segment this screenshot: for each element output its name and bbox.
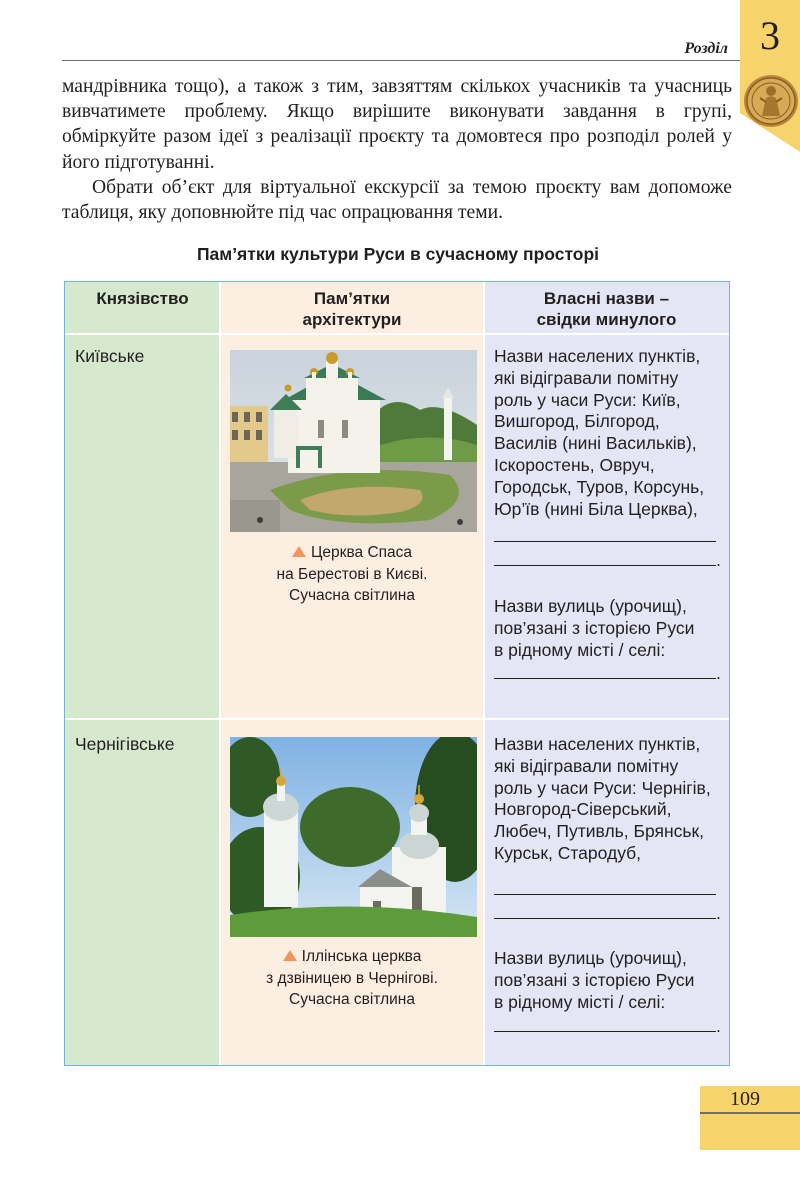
header-architecture-line2: архітектури xyxy=(302,310,402,329)
header-architecture xyxy=(220,288,484,330)
header-names-line1: Власні назви – xyxy=(543,289,670,308)
caption-kyiv xyxy=(220,542,484,607)
page-number: 109 xyxy=(730,1088,760,1110)
row-divider xyxy=(65,718,729,720)
triangle-marker-icon xyxy=(283,950,297,961)
settlements-line: Городськ, Туров, Корсунь, xyxy=(494,476,705,497)
header-names xyxy=(484,288,729,330)
settlements-line: які відігравали помітну xyxy=(494,367,679,388)
settlements-line: роль у часи Руси: Чернігів, xyxy=(494,777,711,798)
photo-illinska-church xyxy=(230,737,477,937)
column-principality xyxy=(65,282,220,1065)
streets-line: Назви вулиць (урочищ), xyxy=(494,595,687,616)
settlements-line: роль у часи Руси: Київ, xyxy=(494,389,681,410)
fill-in-blank[interactable]: . xyxy=(494,550,730,572)
photo-church-of-saviour xyxy=(230,350,477,532)
names-kyiv xyxy=(494,346,730,685)
fill-in-blank[interactable]: . xyxy=(494,903,730,925)
principality-kyiv: Київське xyxy=(75,346,145,366)
fill-in-blank[interactable]: . xyxy=(494,663,730,685)
chapter-number: 3 xyxy=(760,13,780,58)
header-rule xyxy=(62,60,740,61)
caption-chernihiv xyxy=(220,946,484,1011)
principality-chernihiv: Чернігівське xyxy=(75,734,175,754)
paragraph-1: мандрівника тощо), а також з тим, завзяттям скількох учасників та учасниць вивчатимете проблему. Якщо вирішите виконувати завдання в групі, обміркуйте разом ідеї з реалізації проєкту та домовтеся про розподіл ролей у його підготуванні. xyxy=(62,76,732,173)
caption-kyiv-line3: Сучасна світлина xyxy=(289,587,415,604)
streets-line: пов’язані з історією Руси xyxy=(494,970,695,991)
caption-chernihiv-line3: Сучасна світлина xyxy=(289,991,415,1008)
settlements-line: Василів (нині Васильків), xyxy=(494,433,697,454)
settlements-line: які відігравали помітну xyxy=(494,755,679,776)
caption-chernihiv-line1-text: Іллінська церква xyxy=(301,948,422,965)
settlements-line: Курськ, Стародуб, xyxy=(494,842,642,863)
header-architecture-line1: Пам’ятки xyxy=(313,289,391,308)
fill-in-blank[interactable] xyxy=(494,879,730,901)
settlements-line: Іскоростень, Овруч, xyxy=(494,454,655,475)
caption-kyiv-line1-text: Церква Спаса xyxy=(310,544,413,561)
settlements-line: Вишгород, Білгород, xyxy=(494,411,660,432)
header-divider xyxy=(65,333,729,335)
table-title: Пам’ятки культури Руси в сучасному просторі xyxy=(196,244,600,264)
streets-line: в рідному місті / селі: xyxy=(494,639,666,660)
caption-chernihiv-line2: з дзвіницею в Чернігові. xyxy=(266,969,438,987)
settlements-line: Новгород-Сіверський, xyxy=(494,799,672,820)
caption-chernihiv-line1 xyxy=(220,946,484,968)
coin-emblem-icon xyxy=(738,72,800,130)
caption-kyiv-line2: на Берестові в Києві. xyxy=(276,565,428,583)
body-text xyxy=(62,74,732,225)
streets-line: пов’язані з історією Руси xyxy=(494,617,695,638)
settlements-line: Юр’їв (нині Біла Церква), xyxy=(494,498,698,519)
names-chernihiv xyxy=(494,734,730,1038)
paragraph-2: Обрати об’єкт для віртуальної екскурсії за темою проєкту вам допоможе таблиця, яку доповнюйте під час опрацювання теми. xyxy=(62,176,732,224)
fill-in-blank[interactable]: . xyxy=(494,1016,730,1038)
triangle-marker-icon xyxy=(292,546,306,557)
page-number-rule xyxy=(700,1112,800,1114)
streets-line: в рідному місті / селі: xyxy=(494,991,666,1012)
settlements-line: Назви населених пунктів, xyxy=(494,346,701,366)
section-label: Розділ xyxy=(684,40,728,57)
header-principality: Князівство xyxy=(96,289,189,308)
header-names-line2: свідки минулого xyxy=(536,310,677,329)
settlements-line: Назви населених пунктів, xyxy=(494,734,701,754)
streets-line: Назви вулиць (урочищ), xyxy=(494,948,687,969)
fill-in-blank[interactable] xyxy=(494,526,730,548)
heritage-table xyxy=(64,281,730,1066)
caption-kyiv-line1 xyxy=(220,542,484,564)
settlements-line: Любеч, Путивль, Брянськ, xyxy=(494,821,705,842)
